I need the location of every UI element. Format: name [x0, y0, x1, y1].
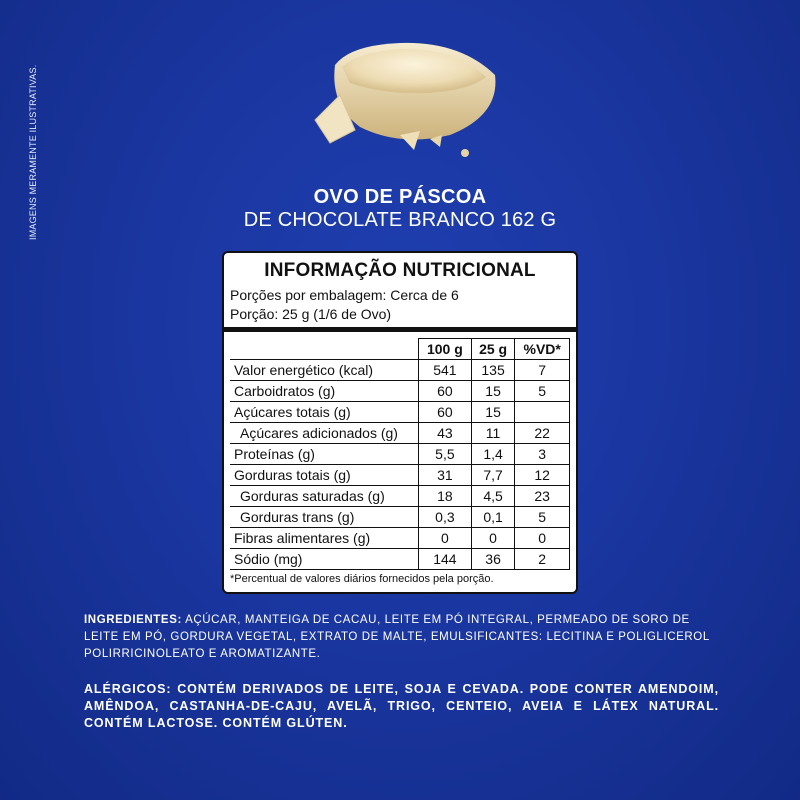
- product-title-line2: DE CHOCOLATE BRANCO 162 G: [243, 209, 557, 231]
- product-title-line1: OVO DE PÁSCOA: [313, 186, 487, 208]
- white-chocolate-egg-image: [310, 35, 510, 165]
- table-row: Proteínas (g) 5,5 1,4 3: [230, 444, 570, 465]
- nutrition-table-header: [230, 339, 570, 360]
- nutrition-table: [230, 338, 570, 570]
- table-row: Sódio (mg) 144 36 2: [230, 549, 570, 570]
- column-25g: 25 g: [471, 339, 515, 360]
- table-row: Fibras alimentares (g) 0 0 0: [230, 528, 570, 549]
- column-vd: %VD*: [515, 339, 570, 360]
- column-100g: 100 g: [419, 339, 472, 360]
- ingredients-text: [84, 612, 719, 663]
- ingredients-label: INGREDIENTES:: [84, 614, 182, 626]
- table-row: Açúcares adicionados (g) 43 11 22: [230, 423, 570, 444]
- table-row: Gorduras trans (g) 0,3 0,1 5: [230, 507, 570, 528]
- table-row: Carboidratos (g) 60 15 5: [230, 381, 570, 402]
- servings-per-package: Porções por embalagem: Cerca de 6: [230, 287, 459, 303]
- table-row: Gorduras saturadas (g) 18 4,5 23: [230, 486, 570, 507]
- product-title: [0, 186, 800, 232]
- serving-size: Porção: 25 g (1/6 de Ovo): [230, 306, 392, 322]
- nutrition-facts-panel: [222, 251, 578, 594]
- nutrition-title: INFORMAÇÃO NUTRICIONAL: [264, 260, 536, 281]
- ingredients-list: AÇÚCAR, MANTEIGA DE CACAU, LEITE EM PÓ INTEGRAL, PERMEADO DE SORO DE LEITE EM PÓ, GORDURA VEGETAL, EXTRATO DE MALTE, EMULSIFICANTES: LECITINA E POLIGLICEROL POLIRRICINOLEATO E AROMATIZANTE.: [84, 614, 710, 660]
- table-row: Valor energético (kcal) 541 135 7: [230, 360, 570, 381]
- daily-value-footnote: *Percentual de valores diários fornecidos pela porção.: [230, 573, 494, 585]
- allergens-text: ALÉRGICOS: CONTÉM DERIVADOS DE LEITE, SOJA E CEVADA. PODE CONTER AMENDOIM, AMÊNDOA, CASTANHA-DE-CAJU, AVELÃ, TRIGO, CENTEIO, AVEIA E LÁTEX NATURAL. CONTÉM LACTOSE. CONTÉM GLÚTEN.: [84, 682, 719, 730]
- table-row: Gorduras totais (g) 31 7,7 12: [230, 465, 570, 486]
- illustrative-images-note: IMAGENS MERAMENTE ILUSTRATIVAS.: [28, 64, 38, 240]
- table-row: Açúcares totais (g) 60 15: [230, 402, 570, 423]
